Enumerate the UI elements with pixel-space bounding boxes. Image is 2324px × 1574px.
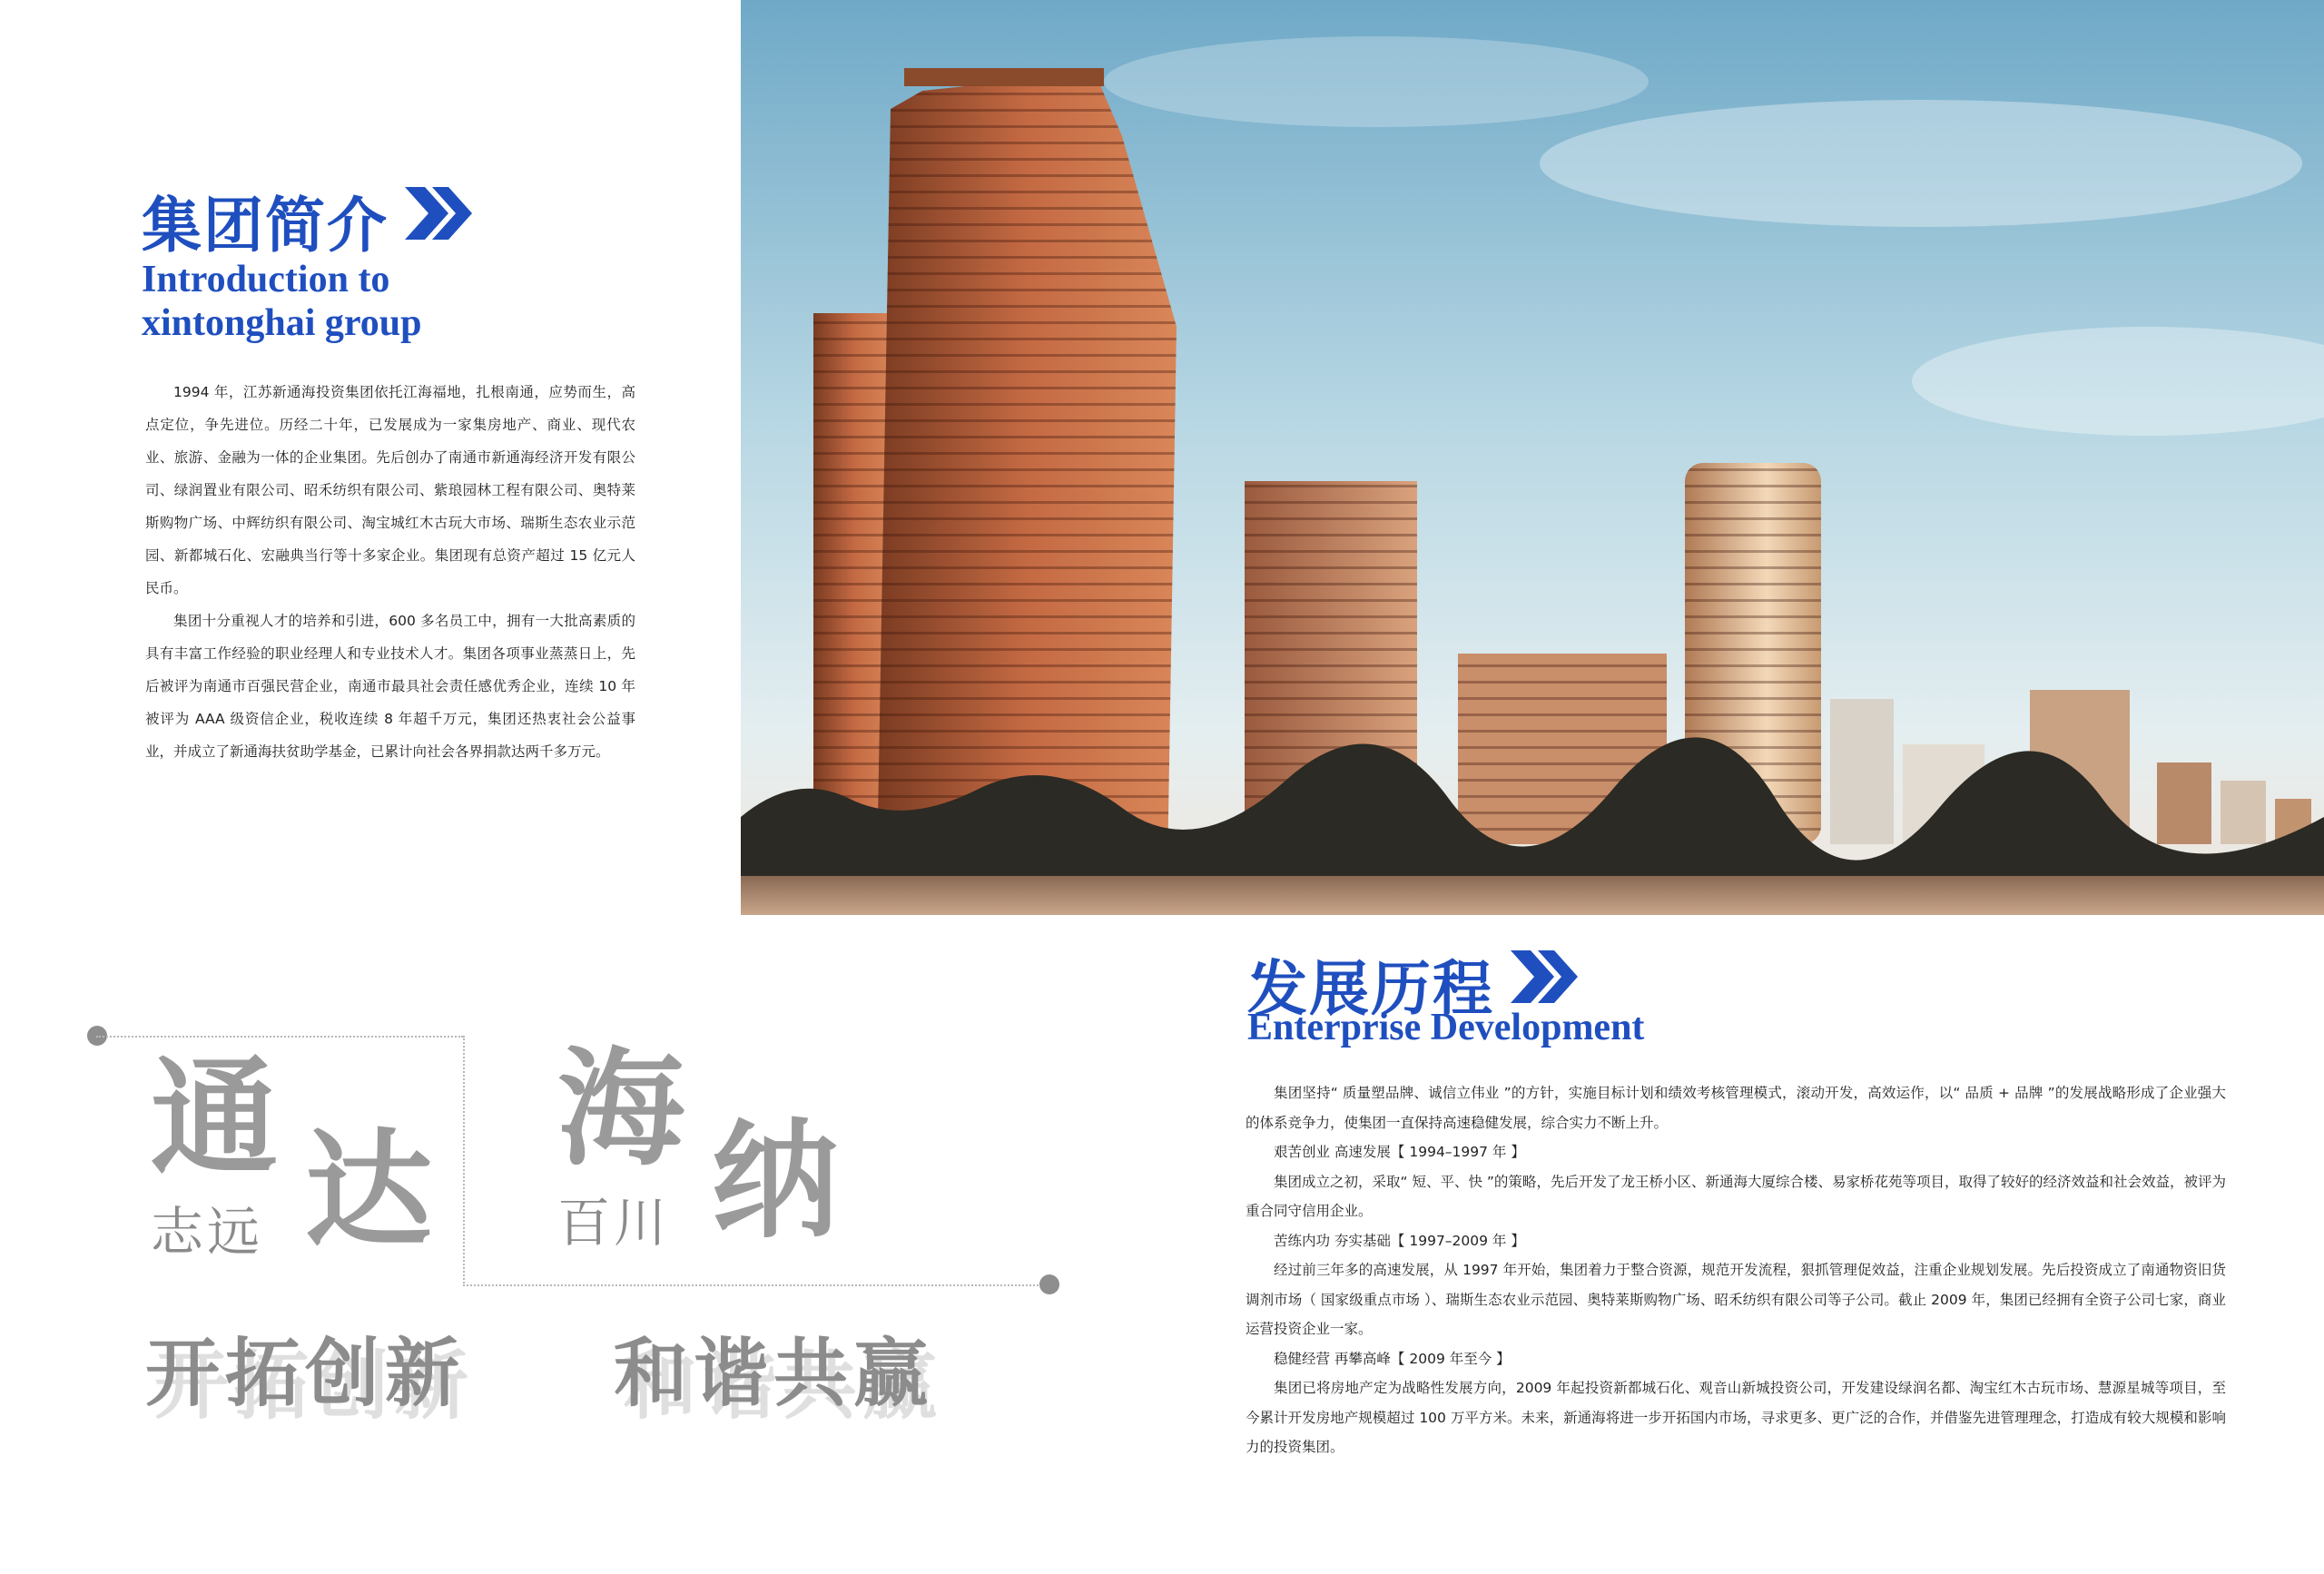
development-intro: 集团坚持“ 质量塑品牌、诚信立伟业 ”的方针，实施目标计划和绩效考核管理模式，滚动开发，高效运作，以“ 品质 + 品牌 ”的发展战略形成了企业强大的体系竞争力，使集团一直保持高速稳健发展，综合实力不断上升。	[1246, 1085, 2226, 1131]
slogan-char-hai: 海	[557, 1035, 685, 1184]
intro-title	[142, 177, 474, 263]
deco-dotted-line-top	[96, 1036, 463, 1038]
development-body	[1246, 1078, 2226, 1462]
skyline-illustration	[741, 0, 2324, 915]
intro-body	[145, 376, 635, 768]
intro-paragraph: 集团十分重视人才的培养和引进，600 多名员工中，拥有一大批高素质的具有丰富工作经验的职业经理人和专业技术人才。集团各项事业蒸蒸日上，先后被评为南通市百强民营企业，南通市最具社会责任感优秀企业，连续 10 年被评为 AAA 级资信企业，税收连续 8 年超千万元，集团还热衷社会公益事业，并成立了新通海扶贫助学基金，已累计向社会各界捐款达两千多万元。	[145, 613, 635, 760]
skyline-photo	[741, 0, 2324, 915]
slogan-char-tong: 通	[151, 1044, 279, 1193]
development-title-zh: 发展历程	[1247, 953, 1494, 1024]
intro-title-zh: 集团简介	[142, 190, 389, 261]
motto-innovation: 开拓创新	[145, 1330, 466, 1417]
intro-title-en-line1: Introduction to	[142, 259, 390, 300]
phase-text: 经过前三年多的高速发展，从 1997 年开始，集团着力于整合资源，规范开发流程，狠抓管理促效益，注重企业规划发展。先后投资成立了南通物资旧货调剂市场（ 国家级重点市场 ）、瑞斯生态农业示范园、奥特莱斯购物广场、昭禾纺织有限公司等子公司。截止 2009 年，集团已经拥有全资子公司七家，商业运营投资企业一家。	[1246, 1262, 2226, 1337]
slogan-char-na: 纳	[712, 1107, 840, 1256]
intro-paragraph: 1994 年，江苏新通海投资集团依托江海福地，扎根南通，应势而生，高点定位，争先进位。历经二十年，已发展成为一家集房地产、商业、现代农业、旅游、金融为一体的企业集团。先后创办了南通市新通海经济开发有限公司、绿润置业有限公司、昭禾纺织有限公司、紫琅园林工程有限公司、奥特莱斯购物广场、中辉纺织有限公司、淘宝城红木古玩大市场、瑞斯生态农业示范园、新都城石化、宏融典当行等十多家企业。集团现有总资产超过 15 亿元人民币。	[145, 384, 635, 596]
double-chevron-right-icon	[401, 182, 474, 260]
intro-title-en-line2: xintonghai group	[142, 302, 422, 344]
deco-dotted-line-vertical	[463, 1036, 465, 1286]
phase-heading: 稳健经营 再攀高峰【 2009 年至今 】	[1274, 1350, 1511, 1367]
deco-dotted-line-bottom	[463, 1284, 1049, 1286]
slogan-char-da: 达	[305, 1117, 433, 1265]
phase-heading: 苦练内功 夯实基础【 1997–2009 年 】	[1274, 1232, 1525, 1249]
slogan-small-left: 志远	[151, 1201, 264, 1263]
phase-text: 集团成立之初，采取“ 短、平、快 ”的策略，先后开发了龙王桥小区、新通海大厦综合楼、易家桥花苑等项目，取得了较好的经济效益和社会效益，被评为重合同守信用企业。	[1246, 1173, 2226, 1219]
phase-text: 集团已将房地产定为战略性发展方向，2009 年起投资新都城石化、观音山新城投资公司，开发建设绿润名都、淘宝红木古玩市场、慧源星城等项目，至今累计开发房地产规模超过 100 万平方米。未来，新通海将进一步开拓国内市场，寻求更多、更广泛的合作，并借鉴先进管理理念，打造成有较大规模和影响力的投资集团。	[1246, 1380, 2226, 1455]
phase-heading: 艰苦创业 高速发展【 1994–1997 年 】	[1274, 1144, 1525, 1160]
deco-dot-right	[1039, 1274, 1059, 1294]
slogan-small-right: 百川	[557, 1192, 671, 1254]
development-title-en: Enterprise Development	[1247, 1007, 1645, 1048]
motto-harmony: 和谐共赢	[614, 1330, 934, 1417]
